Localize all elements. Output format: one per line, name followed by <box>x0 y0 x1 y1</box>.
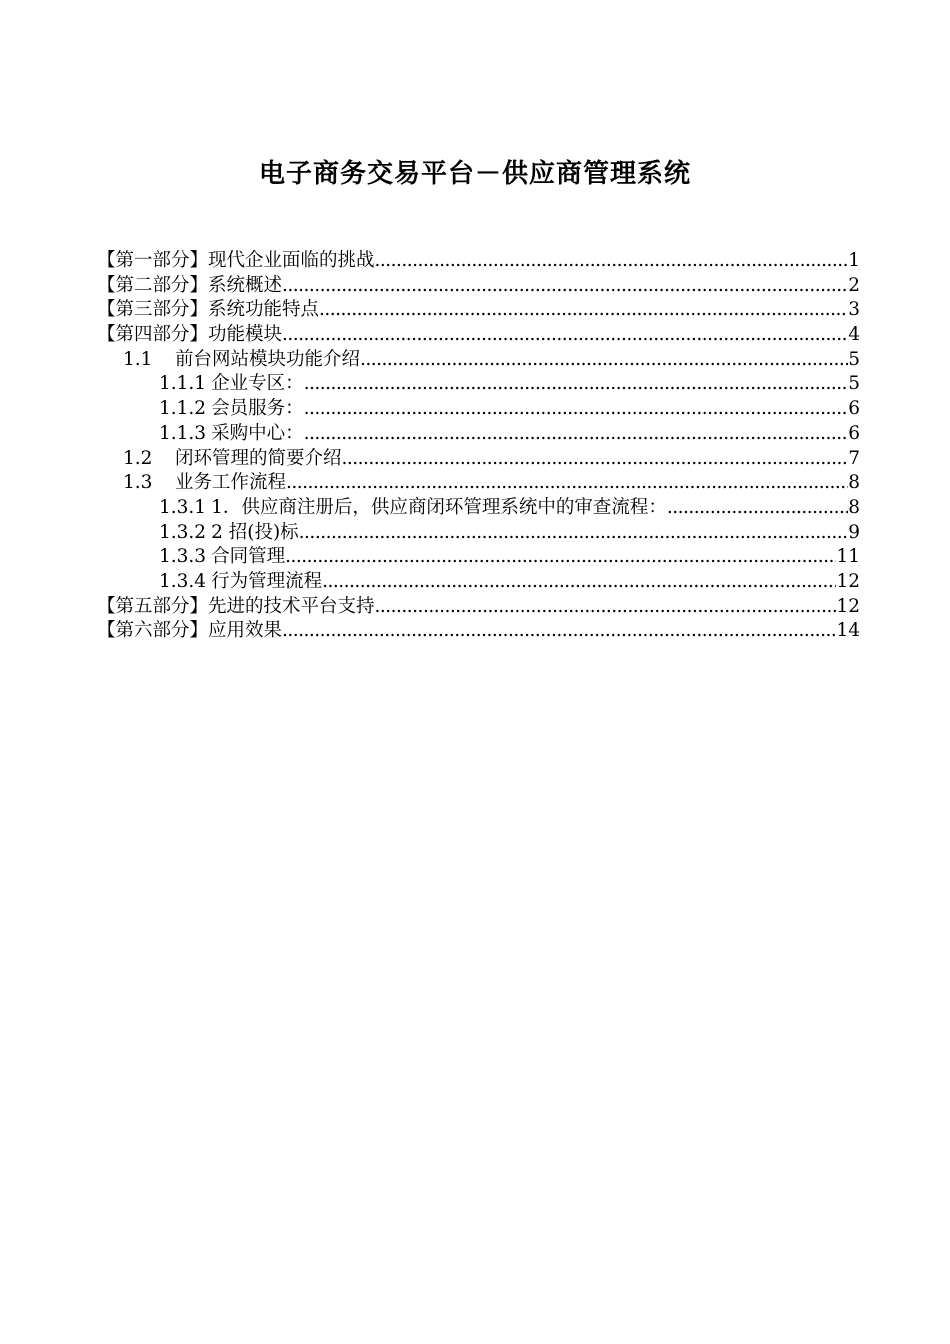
toc-entry[interactable] <box>97 397 860 422</box>
toc-section-number: 1.1 <box>123 348 153 370</box>
toc-section-number: 1.1.1 <box>159 373 207 395</box>
toc-section-number: 1.3.3 <box>159 546 207 568</box>
toc-entry-text: 【第二部分】系统概述 <box>97 274 283 296</box>
toc-dot-leader <box>299 521 849 546</box>
toc-page-number: 4 <box>848 324 860 346</box>
toc-page-number: 6 <box>848 398 860 420</box>
toc-entry-text: 【第六部分】应用效果 <box>97 620 283 642</box>
toc-section-number: 1.1.2 <box>159 398 207 420</box>
toc-entry-text: 采购中心： <box>211 422 304 444</box>
toc-section-number: 1.2 <box>123 447 153 469</box>
toc-page-number: 1 <box>848 250 860 271</box>
toc-page-number: 9 <box>848 521 860 543</box>
toc-dot-leader <box>375 595 837 620</box>
toc-dot-leader <box>304 372 849 397</box>
toc-entry-text: 企业专区： <box>211 373 304 395</box>
toc-dot-leader <box>282 323 848 348</box>
toc-dot-leader <box>319 298 848 323</box>
toc-page-number: 6 <box>848 422 860 444</box>
toc-page-number: 3 <box>848 299 860 321</box>
toc-dot-leader <box>342 447 849 472</box>
toc-entry[interactable] <box>97 422 860 447</box>
toc-section-number: 1.3.4 <box>159 570 207 592</box>
toc-entry[interactable] <box>97 274 860 299</box>
toc-dot-leader <box>285 545 836 570</box>
toc-entry[interactable] <box>97 545 860 570</box>
toc-dot-leader <box>667 496 848 521</box>
toc-dot-leader <box>360 348 848 373</box>
toc-page-number: 5 <box>848 348 860 370</box>
toc-entry-text: 【第四部分】功能模块 <box>97 324 283 346</box>
toc-section-number: 1.3.1 <box>159 496 207 518</box>
table-of-contents <box>97 249 860 644</box>
toc-entry[interactable] <box>97 447 860 472</box>
toc-entry-text: 行为管理流程 <box>211 570 323 592</box>
toc-entry[interactable] <box>97 619 860 644</box>
toc-page-number: 2 <box>848 274 860 296</box>
toc-entry-text: 【第五部分】先进的技术平台支持 <box>97 595 375 617</box>
toc-entry-text: 会员服务： <box>211 398 304 420</box>
toc-page-number: 7 <box>848 447 860 469</box>
toc-dot-leader <box>286 471 848 496</box>
document-title: 电子商务交易平台－供应商管理系统 <box>258 159 691 189</box>
toc-section-number: 1.1.3 <box>159 422 207 444</box>
toc-entry-text: 闭环管理的简要介绍 <box>175 447 342 469</box>
toc-entry[interactable] <box>97 348 860 373</box>
toc-page-number: 14 <box>836 620 860 642</box>
toc-entry[interactable] <box>97 298 860 323</box>
toc-dot-leader <box>304 422 849 447</box>
toc-dot-leader <box>375 249 849 274</box>
toc-section-number: 1.3.2 <box>159 521 207 543</box>
toc-section-number: 1.3 <box>123 472 153 494</box>
toc-entry[interactable] <box>97 249 860 274</box>
toc-entry-text: 【第三部分】系统功能特点 <box>97 299 320 321</box>
toc-dot-leader <box>282 619 836 644</box>
toc-entry-text: 2 招(投)标 <box>211 521 299 543</box>
toc-page-number: 12 <box>836 595 860 617</box>
toc-entry-text: 【第一部分】现代企业面临的挑战 <box>97 250 375 271</box>
toc-entry[interactable] <box>97 570 860 595</box>
toc-page-number: 11 <box>836 546 860 568</box>
toc-entry[interactable] <box>97 323 860 348</box>
toc-page-number: 5 <box>848 373 860 395</box>
toc-dot-leader <box>282 274 848 299</box>
toc-entry-text: 1．供应商注册后，供应商闭环管理系统中的审查流程： <box>211 496 667 518</box>
toc-page-number: 8 <box>848 472 860 494</box>
toc-dot-leader <box>322 570 836 595</box>
toc-entry[interactable] <box>97 595 860 620</box>
toc-entry-text: 前台网站模块功能介绍 <box>175 348 361 370</box>
toc-page-number: 8 <box>848 496 860 518</box>
toc-page-number: 12 <box>836 570 860 592</box>
toc-dot-leader <box>304 397 849 422</box>
toc-entry[interactable] <box>97 471 860 496</box>
toc-entry[interactable] <box>97 496 860 521</box>
toc-entry-text: 业务工作流程 <box>175 472 287 494</box>
toc-entry-text: 合同管理 <box>211 546 286 568</box>
toc-entry[interactable] <box>97 521 860 546</box>
toc-entry[interactable] <box>97 372 860 397</box>
